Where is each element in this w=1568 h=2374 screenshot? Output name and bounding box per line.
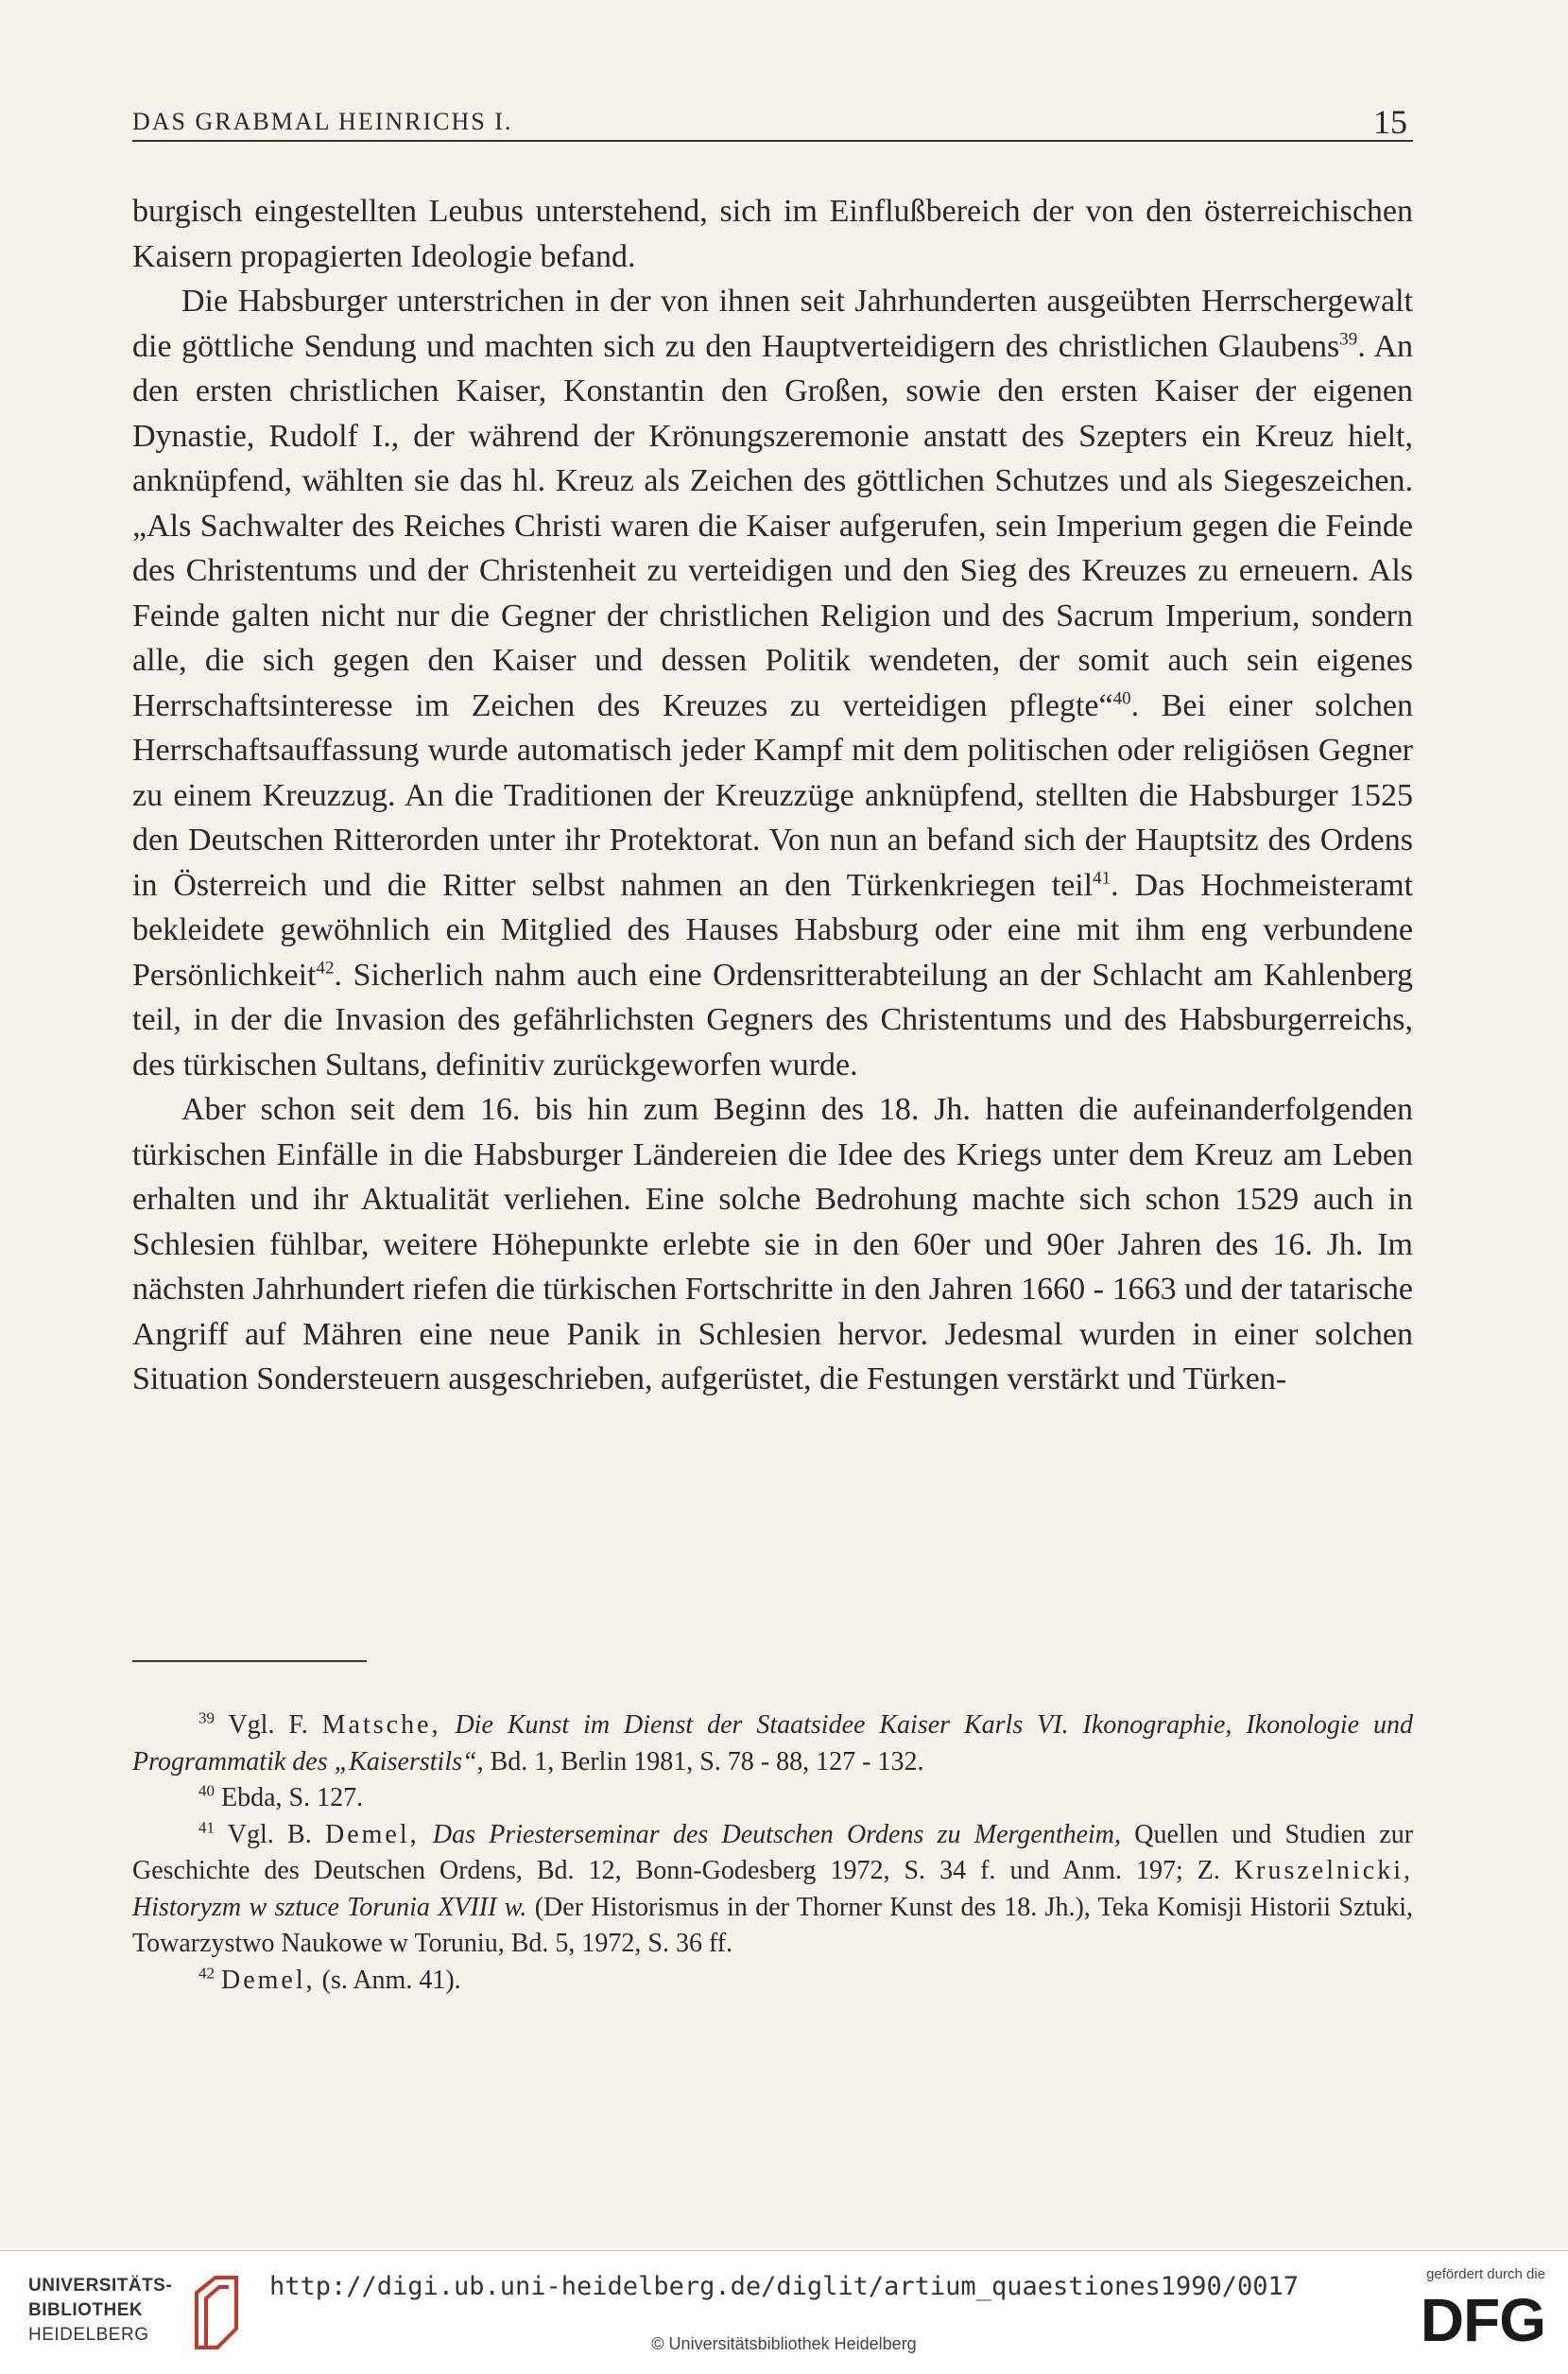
copyright: © Universitätsbibliothek Heidelberg — [651, 2334, 917, 2353]
footnote-40: $^{40}$ Ebda, S. 127. — [198, 1781, 364, 1812]
running-title: DAS GRABMAL HEINRICHS I. — [132, 108, 513, 135]
footnote-ref[interactable]: 42 — [316, 958, 335, 979]
body-text — [132, 189, 1413, 1402]
running-head — [132, 102, 1413, 142]
footnote-ref[interactable]: 40 — [1112, 688, 1131, 709]
page-number: 15 — [1373, 103, 1407, 141]
footnote-42: $^{42}$ Demel, (s. Anm. 41). — [198, 1964, 461, 1995]
footnote-ref[interactable]: 39 — [1339, 329, 1358, 350]
paragraph: Aber schon seit dem 16. bis hin zum Beginn des 18. Jh. hatten die aufeinanderfolgenden türkischen Einfälle in die Habsburger Ländereien die Idee des Kriegs unter dem Kreuz am Leben erhalten und ihr Aktualität verliehen. Eine solche Bedrohung machte sich schon 1529 auch in Schlesien fühlbar, weitere Höhepunkte erlebte sie in den 60er und 90er Jahren des 16. Jh. Im nächsten Jahrhundert riefen die türkischen Fortschritte in den Jahren 1660 - 1663 und der tatarische Angriff auf Mähren eine neue Panik in Schlesien hervor. Jedesmal wurden in einer solchen Situation Sondersteuern ausgeschrieben, aufgerüstet, die Festungen verstärkt und Türken- — [132, 1092, 1413, 1396]
footnotes — [132, 1707, 1413, 1999]
paragraph: burgisch eingestellten Leubus unterstehend, sich im Einflußbereich der von den österreichischen Kaisern propagierten Ideologie befand. — [132, 194, 1413, 274]
digitization-footer — [0, 2250, 1568, 2374]
footnote-41: $^{41}$ Vgl. B. Demel, Das Priesterseminar des Deutschen Ordens zu Mergentheim, Quellen und Studien zur Geschichte des Deutschen Ordens, Bd. 12, Bonn-Godesberg 1972, S. 34 f. und Anm. 197; Z. Kruszelnicki, Historyzm w sztuce Torunia XVIII w. (Der Historismus in der Thorner Kunst des 18. Jh.), Teka Komisji Historii Sztuki, Towarzystwo Naukowe w Toruniu, Bd. 5, 1972, S. 36 ff. — [132, 1818, 1414, 1958]
footnote-39: $^{39}$ Vgl. F. Matsche, Die Kunst im Dienst der Staatsidee Kaiser Karls VI. Ikonographie, Ikonologie und Programmatik des „Kaiserstils“, Bd. 1, Berlin 1981, S. 78 - 88, 127 - 132. — [132, 1708, 1413, 1776]
footnote-divider — [132, 1660, 367, 1662]
library-logo[interactable]: UNIVERSITÄTS- BIBLIOTHEK HEIDELBERG — [28, 2270, 255, 2355]
source-url[interactable]: http://digi.ub.uni-heidelberg.de/diglit/artium_quaestiones1990/0017 — [268, 2272, 1300, 2301]
dfg-logo[interactable]: gefördert durch die DFG — [1420, 2266, 1545, 2354]
footnote-ref[interactable]: 41 — [1093, 868, 1111, 889]
paragraph: Die Habsburger unterstrichen in der von ihnen seit Jahrhunderten ausgeübten Herrschergewalt die göttliche Sendung und machten sich zu den Hauptverteidigern des christlichen Glaubens$^{39}$. An den ersten christlichen Kaiser, Konstantin den Großen, sowie den ersten Kaiser der eigenen Dynastie, Rudolf I., der während der Krönungszeremonie anstatt des Szepters ein Kreuz hielt, anknüpfend, wählten sie das hl. Kreuz als Zeichen des göttlichen Schutzes und als Siegeszeichen. „Als Sachwalter des Reiches Christi waren die Kaiser aufgerufen, sein Imperium gegen die Feinde des Christentums und der Christenheit zu verteidigen und den Sieg des Kreuzes zu erneuern. Als Feinde galten nicht nur die Gegner der christlichen Religion und des Sacrum Imperium, sondern alle, die sich gegen den Kaiser und dessen Politik wendeten, der somit auch sein eigenes Herrschaftsinteresse im Zeichen des Kreuzes zu verteidigen pflegte“$^{40}$. Bei einer solchen Herrschaftsauffassung wurde automatisch jeder Kampf mit dem politischen oder religiösen Gegner zu einem Kreuzzug. An die Traditionen der Kreuzzüge anknüpfend, stellten die Habsburger 1525 den Deutschen Ritterorden unter ihr Protektorat. Von nun an befand sich der Hauptsitz des Ordens in Österreich und die Ritter selbst nahmen an den Türkenkriegen teil$^{41}$. Das Hochmeisteramt bekleidete gewöhnlich ein Mitglied des Hauses Habsburg oder eine mit ihm eng verbundene Persönlichkeit$^{42}$. Sicherlich nahm auch eine Ordensritterabteilung an der Schlacht am Kahlenberg teil, in der die Invasion des gefährlichsten Gegners des Christentums und des Habsburgerreichs, des türkischen Sultans, definitiv zurückgeworfen wurde. — [132, 284, 1414, 1083]
